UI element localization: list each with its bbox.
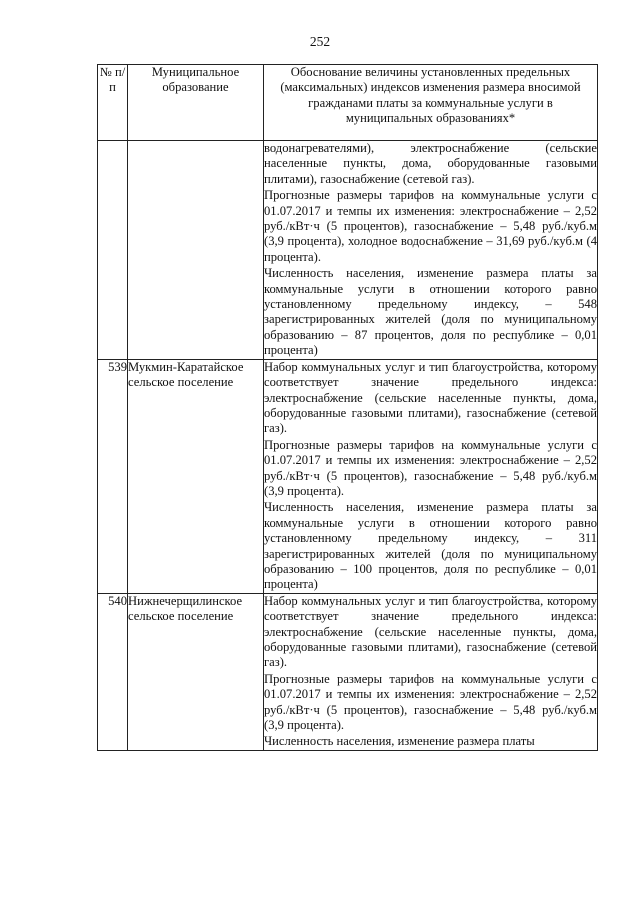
row-municipality: [128, 141, 264, 360]
row-num: [98, 141, 128, 360]
row-paragraph: Прогнозные размеры тарифов на коммунальные услуги с 01.07.2017 и темпы их изменения: электроснабжение – 2,52 руб./кВт·ч (5 процентов), газоснабжение – 5,48 руб./куб.м (3,9 процента).: [264, 437, 597, 498]
table-row: [98, 359, 598, 593]
row-paragraph: водонагревателями), электроснабжение (сельские населенные пункты, дома, оборудованные газовыми плитами), газоснабжение (сетевой газ).: [264, 141, 597, 186]
row-municipality: Нижнечерщилинское сельское поселение: [128, 593, 264, 750]
row-paragraph: Численность населения, изменение размера платы за коммунальные услуги в отношении которого равно установленному предельному индексу, – 311 зарегистрированных жителей (доля по муниципальному образованию – 100 процентов, доля по республике – 0,01 процента): [264, 500, 597, 592]
row-justification: [264, 141, 598, 360]
table-header-row: [98, 65, 598, 141]
table-row: [98, 593, 598, 750]
table-row: [98, 141, 598, 360]
header-justification: Обоснование величины установленных предельных (максимальных) индексов изменения размера вносимой гражданами платы за коммунальные услуги в муниципальных образованиях*: [264, 65, 598, 141]
row-justification: [264, 593, 598, 750]
row-paragraph: Прогнозные размеры тарифов на коммунальные услуги с 01.07.2017 и темпы их изменения: электроснабжение – 2,52 руб./кВт·ч (5 процентов), газоснабжение – 5,48 руб./куб.м (3,9 процента).: [264, 671, 597, 733]
header-municipality: Муниципальное образование: [128, 65, 264, 141]
row-justification: [264, 359, 598, 593]
row-paragraph: Численность населения, изменение размера платы за коммунальные услуги в отношении которого равно установленному предельному индексу, – 548 зарегистрированных жителей (доля по муниципальному образованию – 87 процентов, доля по республике – 0,01 процента): [264, 266, 597, 358]
row-num: 540: [98, 593, 128, 750]
row-paragraph: Численность населения, изменение размера платы: [264, 734, 535, 749]
row-municipality: Мукмин-Каратайское сельское поселение: [128, 359, 264, 593]
tariff-table: [97, 64, 598, 751]
row-paragraph: Набор коммунальных услуг и тип благоустройства, которому соответствует значение предельного индекса: электроснабжение (сельские населенные пункты, дома, оборудованные газовыми плитами), газоснабжение (сетевой газ).: [264, 593, 597, 670]
row-num: 539: [98, 359, 128, 593]
row-paragraph: Прогнозные размеры тарифов на коммунальные услуги с 01.07.2017 и темпы их изменения: электроснабжение – 2,52 руб./кВт·ч (5 процентов), газоснабжение – 5,48 руб./куб.м (3,9 процента), холодное водоснабжение – 31,69 руб./куб.м (4 процента).: [264, 188, 597, 264]
header-num: № п/п: [98, 65, 128, 141]
row-paragraph: Набор коммунальных услуг и тип благоустройства, которому соответствует значение предельного индекса: электроснабжение (сельские населенные пункты, дома, оборудованные газовыми плитами), газоснабжение (сетевой газ).: [264, 359, 597, 436]
page-number: 252: [309, 34, 331, 49]
